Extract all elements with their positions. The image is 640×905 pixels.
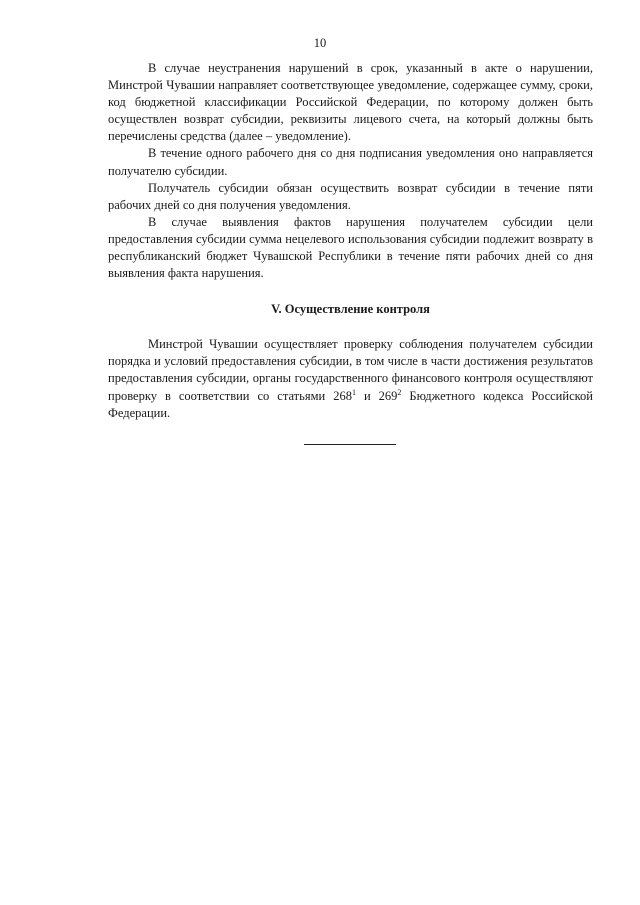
document-body	[108, 60, 593, 422]
page-number: 10	[313, 36, 327, 50]
article-268-superscript: 1	[351, 387, 356, 397]
paragraph-misuse-refund: В случае выявления фактов нарушения получателем субсидии цели предоставления субсидии сумма нецелевого использования субсидии подлежит возврату в республиканский бюджет Чувашской Республики в течение пяти рабочих дней со дня выявления факта нарушения.	[108, 214, 593, 281]
control-text-part1: Минстрой Чувашии осуществляет проверку соблюдения получателем субсидии порядка и условий предоставления субсидии, в том числе в части достижения результатов предоставления субсидии, органы государственного финансового контроля осуществляют проверку в соответствии со статьями 268	[108, 337, 593, 403]
section-title: V. Осуществление контроля	[271, 302, 430, 317]
control-text-part2: и 269	[355, 388, 398, 403]
article-269-superscript: 2	[397, 387, 402, 397]
paragraph-notice-delivery: В течение одного рабочего дня со дня подписания уведомления оно направляется получателю субсидии.	[108, 146, 593, 178]
control-text-part3: Бюджетного кодекса Российской Федерации.	[108, 388, 593, 420]
paragraph-violation-notice: В случае неустранения нарушений в срок, указанный в акте о нарушении, Минстрой Чувашии направляет соответствующее уведомление, содержащее сумму, сроки, код бюджетной классификации Российской Федерации, по которому должен быть осуществлен возврат субсидии, реквизиты лицевого счета, на который должны быть перечислены средства (далее – уведомление).	[108, 61, 593, 144]
paragraph-control	[108, 336, 593, 421]
end-of-document-rule	[304, 444, 396, 445]
paragraph-refund-obligation: Получатель субсидии обязан осуществить возврат субсидии в течение пяти рабочих дней со дня получения уведомления.	[108, 180, 593, 212]
